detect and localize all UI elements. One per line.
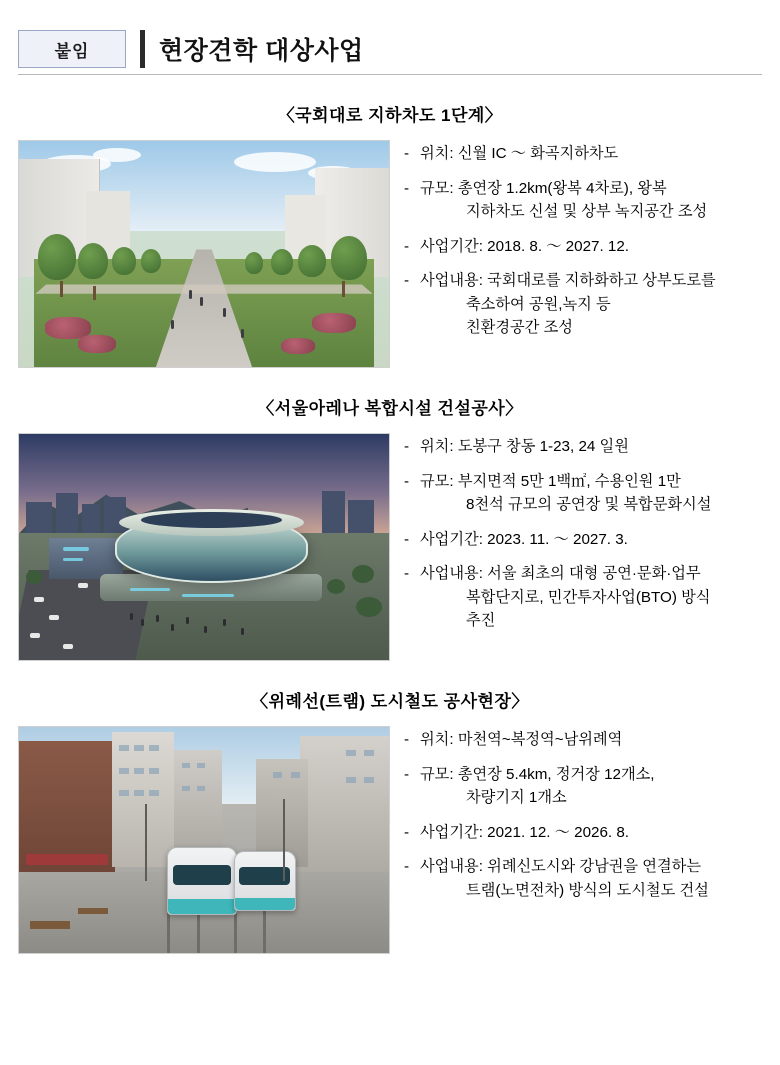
detail-label: 위치 bbox=[420, 145, 450, 162]
dash-marker: - bbox=[404, 272, 410, 290]
detail-continuation: 차량기지 1개소 bbox=[466, 789, 567, 807]
detail-continuation: 친환경공간 조성 bbox=[466, 319, 573, 337]
detail-text bbox=[420, 763, 655, 810]
project-details-2 bbox=[390, 433, 762, 644]
detail-label: 규모 bbox=[420, 765, 450, 783]
detail-value: 총연장 1.2km(왕복 4차로), 왕복 bbox=[457, 179, 667, 197]
detail-label: 규모 bbox=[420, 179, 450, 197]
dash-marker: - bbox=[404, 237, 410, 255]
detail-colon: : bbox=[478, 530, 483, 548]
detail-colon: : bbox=[478, 823, 483, 841]
attachment-tag: 붙임 bbox=[18, 30, 126, 68]
detail-colon: : bbox=[449, 438, 454, 455]
detail-label: 사업내용 bbox=[420, 858, 479, 876]
detail-colon: : bbox=[478, 858, 483, 876]
detail-item bbox=[404, 728, 762, 752]
detail-label: 사업기간 bbox=[420, 823, 479, 841]
detail-text bbox=[420, 435, 629, 459]
detail-label: 사업내용 bbox=[420, 565, 479, 583]
detail-colon: : bbox=[449, 731, 454, 748]
dash-marker: - bbox=[404, 765, 410, 783]
detail-text bbox=[420, 562, 710, 633]
dash-marker: - bbox=[404, 530, 410, 548]
detail-value: 부지면적 5만 1백㎡, 수용인원 1만 bbox=[457, 472, 681, 490]
detail-colon: : bbox=[478, 272, 483, 290]
detail-text bbox=[420, 235, 629, 259]
detail-value: 2023. 11. ～ 2027. 3. bbox=[487, 530, 628, 548]
dash-marker: - bbox=[404, 731, 410, 748]
detail-continuation: 추진 bbox=[466, 612, 496, 630]
detail-item bbox=[404, 821, 762, 845]
detail-item bbox=[404, 435, 762, 459]
dash-marker: - bbox=[404, 145, 410, 162]
detail-text bbox=[420, 728, 622, 752]
detail-colon: : bbox=[478, 237, 483, 255]
dash-marker: - bbox=[404, 438, 410, 455]
detail-value: 신월 IC ～ 화곡지하차도 bbox=[457, 145, 619, 162]
detail-continuation: 지하차도 신설 및 상부 녹지공간 조성 bbox=[466, 203, 708, 221]
detail-colon: : bbox=[449, 765, 454, 783]
dash-marker: - bbox=[404, 472, 410, 490]
detail-value: 2018. 8. ～ 2027. 12. bbox=[487, 237, 630, 255]
detail-label: 규모 bbox=[420, 472, 450, 490]
detail-item bbox=[404, 763, 762, 810]
detail-continuation: 8천석 규모의 공연장 및 복합문화시설 bbox=[466, 496, 712, 514]
detail-colon: : bbox=[449, 179, 454, 197]
detail-label: 사업내용 bbox=[420, 272, 479, 290]
detail-text bbox=[420, 855, 709, 902]
detail-item bbox=[404, 269, 762, 340]
detail-label: 사업기간 bbox=[420, 237, 479, 255]
detail-label: 위치 bbox=[420, 731, 450, 748]
detail-continuation: 트램(노면전차) 방식의 도시철도 건설 bbox=[466, 881, 709, 899]
detail-text bbox=[420, 528, 628, 552]
detail-value: 총연장 5.4km, 정거장 12개소, bbox=[457, 765, 655, 783]
section-title: 〈서울아레나 복합시설 건설공사〉 bbox=[257, 399, 523, 418]
detail-item bbox=[404, 177, 762, 224]
detail-text bbox=[420, 821, 629, 845]
section-title: 〈국회대로 지하차도 1단계〉 bbox=[277, 106, 503, 125]
detail-value: 도봉구 창동 1-23, 24 일원 bbox=[457, 438, 629, 455]
page-title: 현장견학 대상사업 bbox=[159, 37, 364, 65]
project-image-gukhoedaero bbox=[18, 140, 390, 368]
detail-value: 2021. 12. ～ 2026. 8. bbox=[487, 823, 630, 841]
detail-item bbox=[404, 562, 762, 633]
detail-text bbox=[420, 269, 716, 340]
detail-colon: : bbox=[449, 145, 454, 162]
project-section-3 bbox=[18, 687, 762, 954]
detail-item bbox=[404, 855, 762, 902]
detail-text bbox=[420, 142, 618, 166]
dash-marker: - bbox=[404, 823, 410, 841]
project-details-1 bbox=[390, 140, 762, 351]
detail-continuation: 복합단지로, 민간투자사업(BTO) 방식 bbox=[466, 588, 711, 606]
dash-marker: - bbox=[404, 179, 410, 197]
detail-colon: : bbox=[478, 565, 483, 583]
detail-text bbox=[420, 470, 711, 517]
detail-label: 사업기간 bbox=[420, 530, 479, 548]
project-section-2 bbox=[18, 394, 762, 661]
detail-value: 마천역~복정역~남위례역 bbox=[457, 731, 623, 748]
detail-item bbox=[404, 470, 762, 517]
detail-colon: : bbox=[449, 472, 454, 490]
detail-label: 위치 bbox=[420, 438, 450, 455]
detail-text bbox=[420, 177, 707, 224]
detail-value: 위례신도시와 강남권을 연결하는 bbox=[487, 858, 701, 876]
dash-marker: - bbox=[404, 565, 410, 583]
project-image-seoul-arena bbox=[18, 433, 390, 661]
dash-marker: - bbox=[404, 858, 410, 876]
detail-continuation: 축소하여 공원,녹지 등 bbox=[466, 295, 611, 313]
project-image-wirye-tram bbox=[18, 726, 390, 954]
detail-item bbox=[404, 528, 762, 552]
section-title: 〈위례선(트램) 도시철도 공사현장〉 bbox=[251, 692, 529, 711]
detail-item bbox=[404, 142, 762, 166]
detail-value: 국회대로를 지하화하고 상부도로를 bbox=[487, 272, 716, 290]
document-header bbox=[18, 30, 762, 75]
detail-item bbox=[404, 235, 762, 259]
project-details-3 bbox=[390, 726, 762, 913]
project-section-1 bbox=[18, 101, 762, 368]
detail-value: 서울 최초의 대형 공연·문화·업무 bbox=[487, 565, 701, 583]
